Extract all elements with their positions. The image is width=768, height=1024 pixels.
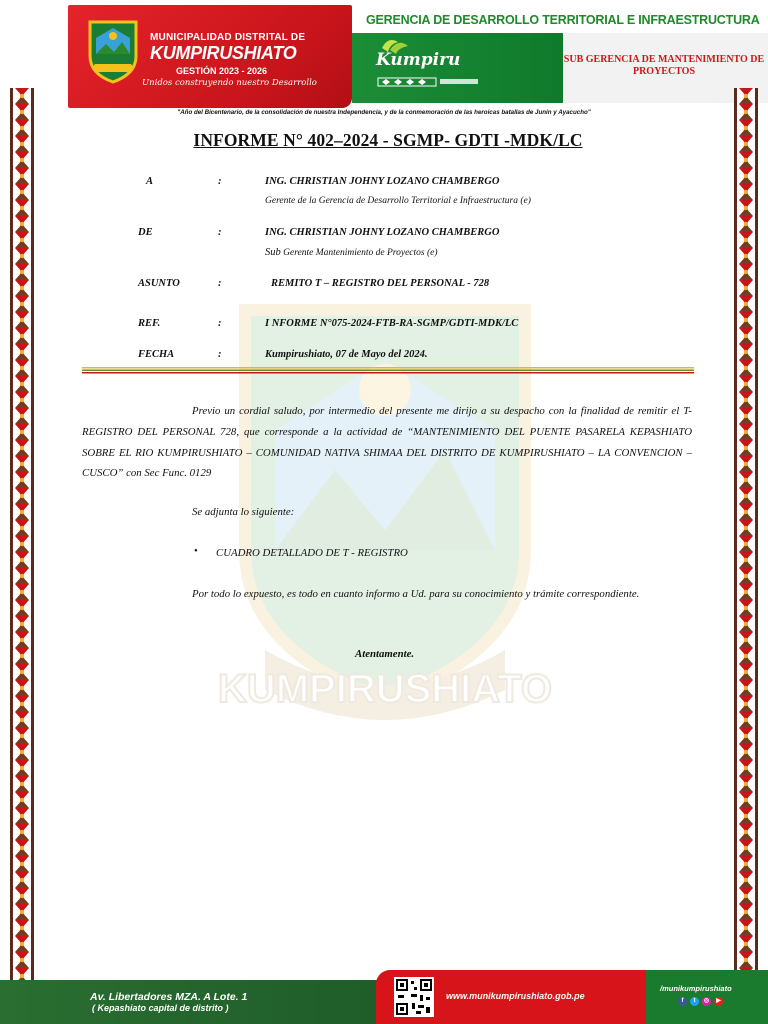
ref-text: I NFORME N°075-2024-FTB-RA-SGMP/GDTI-MDK/LC [265, 318, 519, 329]
brand-logo-text: Kumpiru [376, 50, 461, 70]
date-label: FECHA [138, 349, 175, 360]
footer-social-handle[interactable]: /munikumpirushiato [660, 984, 732, 993]
youtube-icon[interactable]: ▶ [714, 997, 723, 1006]
qr-code-icon[interactable] [394, 977, 434, 1017]
footer-address-line1: Av. Libertadores MZA. A Lote. 1 [90, 991, 248, 1003]
facebook-icon[interactable]: f [678, 997, 687, 1006]
muni-name-line1: MUNICIPALIDAD DISTRITAL DE [150, 32, 306, 43]
from-name: ING. CHRISTIAN JOHNY LOZANO CHAMBERGO [265, 227, 500, 238]
right-decorative-border [734, 88, 758, 988]
muni-name-line2: KUMPIRUSHIATO [150, 43, 297, 63]
document-title: INFORME N° 402–2024 - SGMP- GDTI -MDK/LC [193, 130, 583, 150]
from-label: DE [138, 227, 153, 238]
to-role: Gerente de la Gerencia de Desarrollo Territorial e Infraestructura (e) [265, 196, 531, 206]
watermark-text: KUMPIRUSHIATO [217, 667, 553, 711]
ref-colon: : [218, 318, 222, 329]
municipal-shield-icon [84, 18, 142, 84]
to-label: A [146, 176, 154, 187]
gerencia-title: GERENCIA DE DESARROLLO TERRITORIAL E INFRAESTRUCTURA [366, 13, 760, 27]
instagram-icon[interactable]: ◎ [703, 998, 710, 1004]
muni-slogan: Unidos construyendo nuestro Desarrollo [142, 78, 317, 88]
attachment-item: CUADRO DETALLADO DE T - REGISTRO [216, 547, 408, 559]
from-role-prefix: Sub [265, 247, 281, 258]
year-motto: "Año del Bicentenario, de la consolidación de nuestra Independencia, y de la conmemoración de las heroicas batallas de Junín y Ayacucho" [177, 109, 591, 116]
subject-colon: : [218, 278, 222, 289]
bullet-icon: • [194, 545, 198, 557]
body-paragraph: Previo un cordial saludo, por intermedio del presente me dirijo a su despacho con la finalidad de remitir el T- REGISTRO DEL PERSONAL 728, que corresponde a la actividad de “MANTENIMIENTO DEL PUENTE PASARELA KEPASHIATO SOBRE EL RIO KUMPIRUSHIATO – COMUNIDAD NATIVA SHIMAA DEL DISTRITO DE KUMPIRUSHIATO – LA CONVENCION – CUSCO” con Sec Func. 0129 [82, 405, 692, 480]
to-name: ING. CHRISTIAN JOHNY LOZANO CHAMBERGO [265, 176, 500, 187]
subject-text: REMITO T – REGISTRO DEL PERSONAL - 728 [271, 278, 490, 289]
ref-label: REF. [138, 318, 161, 329]
from-role-text: Gerente Mantenimiento de Proyectos (e) [283, 248, 438, 258]
attachment-intro: Se adjunta lo siguiente: [192, 506, 295, 518]
left-decorative-border [10, 88, 34, 988]
to-colon: : [218, 176, 222, 187]
subject-label: ASUNTO [138, 278, 180, 289]
from-role [265, 247, 438, 258]
from-colon: : [218, 227, 222, 238]
footer-website-link[interactable]: www.munikumpirushiato.gob.pe [446, 991, 585, 1001]
twitter-icon[interactable]: t [690, 997, 699, 1006]
footer-address-line2: ( Kepashiato capital de distrito ) [92, 1003, 229, 1013]
date-colon: : [218, 349, 222, 360]
muni-gestion: GESTIÓN 2023 - 2026 [176, 66, 268, 76]
sign-off: Atentamente. [355, 648, 415, 660]
date-text: Kumpirushiato, 07 de Mayo del 2024. [265, 349, 428, 360]
closing-paragraph: Por todo lo expuesto, es todo en cuanto informo a Ud. para su conocimiento y trámite correspondiente. [192, 588, 640, 600]
header-separator [82, 367, 694, 375]
subgerencia-title: SUB GERENCIA DE MANTENIMIENTO DE PROYECTOS [563, 54, 765, 77]
